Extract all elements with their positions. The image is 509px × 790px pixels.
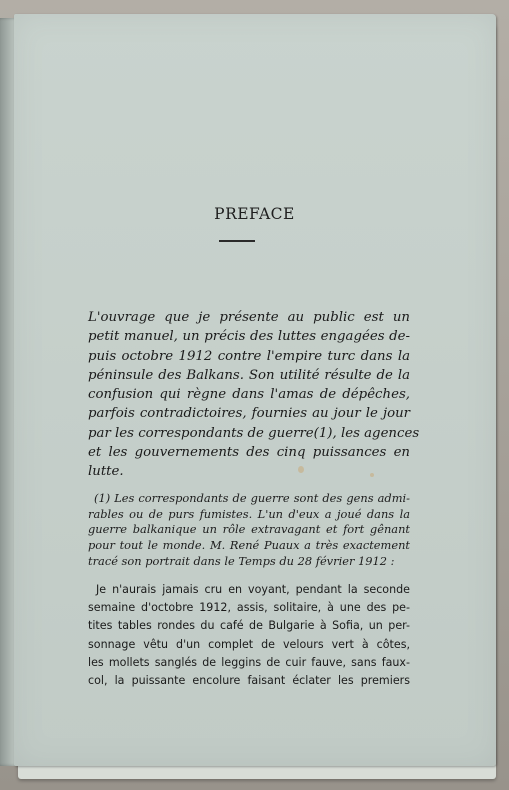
footnote-line: guerre balkanique un rôle extravagant et fort gênant — [88, 522, 410, 537]
passage-line: semaine d'octobre 1912, assis, solitaire, à une des pe- — [88, 601, 410, 615]
preface-paragraph — [88, 308, 420, 482]
text-line: par les correspondants de guerre(1), les agences — [88, 425, 420, 441]
footnote-line: rables ou de purs fumistes. L'un d'eux a joué dans la — [88, 506, 410, 521]
footnote — [88, 491, 410, 570]
text-line: péninsule des Balkans. Son utilité résulte de la — [88, 367, 410, 383]
passage-line: les mollets sanglés de leggins de cuir fauve, sans faux- — [88, 655, 410, 669]
quoted-passage — [88, 581, 410, 690]
passage-line: col, la puissante encolure faisant éclater les premiers — [88, 674, 410, 688]
text-line: L'ouvrage que je présente au public est un — [88, 310, 410, 325]
title-divider — [219, 240, 255, 242]
footnote-line: pour tout le monde. M. René Puaux a très exactement — [88, 538, 410, 553]
passage-line: sonnage vêtu d'un complet de velours vert à côtes, — [88, 637, 410, 651]
passage-line: Je n'aurais jamais cru en voyant, pendant la seconde — [96, 583, 410, 596]
text-line: parfois contradictoires, fournies au jour le jour — [88, 406, 410, 422]
text-line: puis octobre 1912 contre l'empire turc dans la — [88, 348, 410, 364]
footnote-line: tracé son portrait dans le Temps du 28 février 1912 : — [88, 553, 395, 568]
text-line: petit manuel, un précis des luttes engagées de- — [88, 329, 410, 345]
page-title: PREFACE — [214, 205, 295, 223]
passage-line: tites tables rondes du café de Bulgarie à Sofia, un per- — [88, 619, 410, 633]
footnote-line: (1) Les correspondants de guerre sont des gens admi- — [94, 491, 410, 505]
text-line: confusion qui règne dans l'amas de dépêches, — [88, 387, 410, 403]
text-line: lutte. — [88, 464, 124, 480]
text-line: et les gouvernements des cinq puissances en — [88, 445, 410, 461]
